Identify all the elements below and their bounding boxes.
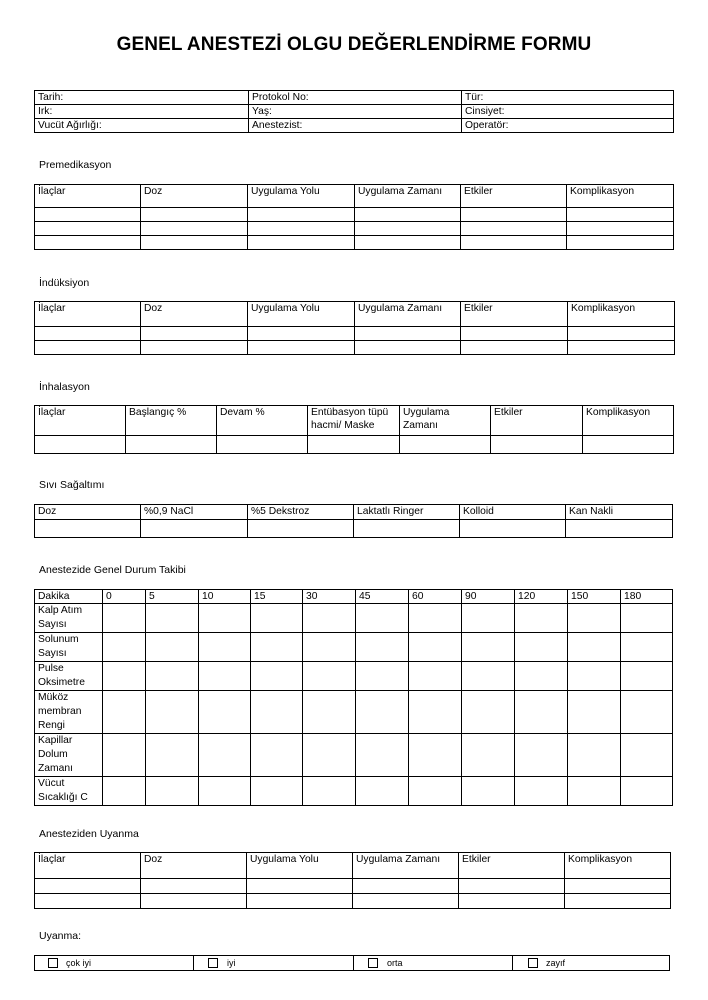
entry-cell[interactable] — [251, 691, 303, 734]
entry-cell[interactable] — [568, 777, 621, 806]
entry-cell[interactable] — [515, 734, 568, 777]
entry-cell[interactable] — [247, 894, 353, 909]
entry-cell[interactable] — [409, 633, 462, 662]
entry-cell[interactable] — [409, 691, 462, 734]
column-header: %5 Dekstroz — [248, 505, 354, 520]
entry-cell[interactable] — [199, 777, 251, 806]
table-row — [35, 604, 673, 633]
entry-cell[interactable] — [141, 208, 248, 222]
entry-cell[interactable] — [568, 662, 621, 691]
table-row — [35, 236, 674, 250]
entry-cell[interactable] — [303, 777, 356, 806]
entry-cell[interactable] — [141, 327, 248, 341]
entry-cell[interactable] — [353, 894, 459, 909]
checkbox[interactable] — [528, 958, 538, 968]
row-label: Müköz membran Rengi — [35, 691, 103, 734]
table-row — [35, 691, 673, 734]
entry-cell[interactable] — [217, 436, 308, 454]
entry-cell[interactable] — [141, 222, 248, 236]
checkbox[interactable] — [48, 958, 58, 968]
column-header: Doz — [141, 185, 248, 208]
entry-cell[interactable] — [35, 520, 141, 538]
column-header: Uygulama Zamanı — [355, 302, 461, 327]
entry-cell[interactable] — [355, 236, 461, 250]
entry-cell[interactable] — [199, 604, 251, 633]
entry-cell[interactable] — [35, 208, 141, 222]
entry-cell[interactable] — [251, 633, 303, 662]
entry-cell[interactable] — [356, 691, 409, 734]
column-header: İlaçlar — [35, 185, 141, 208]
entry-cell[interactable] — [409, 777, 462, 806]
entry-cell[interactable] — [355, 208, 461, 222]
minute-header: 120 — [515, 590, 568, 604]
column-header: Laktatlı Ringer — [354, 505, 460, 520]
entry-cell[interactable] — [251, 777, 303, 806]
column-header: Doz — [141, 853, 247, 879]
table-row — [35, 341, 675, 355]
option-label: orta — [387, 958, 403, 968]
row-label: Pulse Oksimetre — [35, 662, 103, 691]
section-title-durum: Anestezide Genel Durum Takibi — [39, 564, 186, 576]
entry-cell[interactable] — [461, 327, 568, 341]
column-header: %0,9 NaCl — [141, 505, 248, 520]
uyanma-option — [354, 956, 513, 970]
entry-cell[interactable] — [565, 894, 671, 909]
entry-cell[interactable] — [199, 734, 251, 777]
column-header: Komplikasyon — [567, 185, 674, 208]
entry-cell[interactable] — [409, 662, 462, 691]
entry-cell[interactable] — [141, 341, 248, 355]
column-header: Etkiler — [459, 853, 565, 879]
entry-cell[interactable] — [141, 520, 248, 538]
minute-header: 180 — [621, 590, 673, 604]
column-header: Etkiler — [491, 406, 583, 436]
entry-cell[interactable] — [35, 894, 141, 909]
entry-cell[interactable] — [303, 604, 356, 633]
option-label: iyi — [227, 958, 236, 968]
entry-cell[interactable] — [35, 236, 141, 250]
uyanma-options — [34, 955, 670, 971]
entry-cell[interactable] — [247, 879, 353, 894]
entry-cell[interactable] — [146, 777, 199, 806]
header-cell[interactable]: Operatör: — [462, 119, 674, 133]
entry-cell[interactable] — [621, 777, 673, 806]
entry-cell[interactable] — [515, 604, 568, 633]
entry-cell[interactable] — [248, 208, 355, 222]
entry-cell[interactable] — [35, 222, 141, 236]
entry-cell[interactable] — [462, 734, 515, 777]
section-title-uyanma: Uyanma: — [39, 930, 82, 942]
entry-cell[interactable] — [35, 327, 141, 341]
entry-cell[interactable] — [354, 520, 460, 538]
entry-cell[interactable] — [126, 436, 217, 454]
entry-cell[interactable] — [103, 734, 146, 777]
entry-cell[interactable] — [251, 604, 303, 633]
inhalasyon-table — [34, 405, 674, 454]
entry-cell[interactable] — [567, 222, 674, 236]
entry-cell[interactable] — [146, 662, 199, 691]
header-cell[interactable]: Irk: — [35, 105, 249, 119]
entry-cell[interactable] — [141, 879, 247, 894]
column-header: Devam % — [217, 406, 308, 436]
checkbox[interactable] — [208, 958, 218, 968]
entry-cell[interactable] — [141, 894, 247, 909]
table-row — [35, 327, 675, 341]
table-row — [35, 662, 673, 691]
minute-header: 30 — [303, 590, 356, 604]
entry-cell[interactable] — [356, 633, 409, 662]
entry-cell[interactable] — [566, 520, 673, 538]
table-row — [35, 894, 671, 909]
entry-cell[interactable] — [568, 734, 621, 777]
entry-cell[interactable] — [356, 777, 409, 806]
row-label: Kapillar Dolum Zamanı — [35, 734, 103, 777]
entry-cell[interactable] — [251, 734, 303, 777]
column-header: Uygulama Yolu — [248, 302, 355, 327]
entry-cell[interactable] — [146, 604, 199, 633]
entry-cell[interactable] — [621, 604, 673, 633]
entry-cell[interactable] — [303, 633, 356, 662]
entry-cell[interactable] — [462, 662, 515, 691]
minute-header: 15 — [251, 590, 303, 604]
column-header: Uygulama Zamanı — [355, 185, 461, 208]
entry-cell[interactable] — [491, 436, 583, 454]
table-row — [35, 208, 674, 222]
minute-header: 5 — [146, 590, 199, 604]
header-cell[interactable]: Yaş: — [249, 105, 462, 119]
uyanma-option — [513, 956, 669, 970]
entry-cell[interactable] — [568, 327, 675, 341]
premedikasyon-table — [34, 184, 674, 250]
section-title-inhalasyon: İnhalasyon — [39, 381, 90, 393]
checkbox[interactable] — [368, 958, 378, 968]
column-header: Komplikasyon — [565, 853, 671, 879]
entry-cell[interactable] — [459, 879, 565, 894]
column-header: Etkiler — [461, 185, 567, 208]
induksiyon-table — [34, 301, 675, 355]
column-header: Uygulama Zamanı — [400, 406, 491, 436]
entry-cell[interactable] — [103, 777, 146, 806]
entry-cell[interactable] — [515, 633, 568, 662]
entry-cell[interactable] — [248, 341, 355, 355]
entry-cell[interactable] — [515, 777, 568, 806]
entry-cell[interactable] — [356, 734, 409, 777]
entry-cell[interactable] — [568, 341, 675, 355]
entry-cell[interactable] — [356, 662, 409, 691]
header-cell[interactable]: Protokol No: — [249, 91, 462, 105]
option-label: zayıf — [546, 958, 566, 968]
column-header: İlaçlar — [35, 853, 141, 879]
entry-cell[interactable] — [567, 208, 674, 222]
entry-cell[interactable] — [303, 662, 356, 691]
column-header: Başlangıç % — [126, 406, 217, 436]
entry-cell[interactable] — [568, 604, 621, 633]
entry-cell[interactable] — [583, 436, 674, 454]
entry-cell[interactable] — [565, 879, 671, 894]
column-header: Komplikasyon — [583, 406, 674, 436]
entry-cell[interactable] — [103, 662, 146, 691]
table-row — [35, 734, 673, 777]
entry-cell[interactable] — [248, 327, 355, 341]
entry-cell[interactable] — [355, 327, 461, 341]
row-label: Solunum Sayısı — [35, 633, 103, 662]
column-header: Komplikasyon — [568, 302, 675, 327]
entry-cell[interactable] — [353, 879, 459, 894]
row-label: Vücut Sıcaklığı C — [35, 777, 103, 806]
entry-cell[interactable] — [409, 734, 462, 777]
entry-cell[interactable] — [199, 662, 251, 691]
sivi-table — [34, 504, 673, 538]
entry-cell[interactable] — [621, 633, 673, 662]
entry-cell[interactable] — [308, 436, 400, 454]
entry-cell[interactable] — [248, 222, 355, 236]
column-header: Kan Nakli — [566, 505, 673, 520]
table-row — [35, 633, 673, 662]
entry-cell[interactable] — [462, 604, 515, 633]
entry-cell[interactable] — [460, 520, 566, 538]
entry-cell[interactable] — [303, 691, 356, 734]
entry-cell[interactable] — [251, 662, 303, 691]
entry-cell[interactable] — [568, 633, 621, 662]
entry-cell[interactable] — [409, 604, 462, 633]
entry-cell[interactable] — [356, 604, 409, 633]
minute-header: 150 — [568, 590, 621, 604]
durum-table — [34, 589, 673, 806]
entry-cell[interactable] — [400, 436, 491, 454]
table-row — [35, 520, 673, 538]
entry-cell[interactable] — [146, 633, 199, 662]
entry-cell[interactable] — [35, 436, 126, 454]
header-cell[interactable]: Tarih: — [35, 91, 249, 105]
table-row — [35, 436, 674, 454]
uyanma-option — [194, 956, 354, 970]
entry-cell[interactable] — [621, 662, 673, 691]
column-header: Etkiler — [461, 302, 568, 327]
entry-cell[interactable] — [355, 222, 461, 236]
column-header: Doz — [141, 302, 248, 327]
column-header: Uygulama Zamanı — [353, 853, 459, 879]
entry-cell[interactable] — [355, 341, 461, 355]
minute-header: 45 — [356, 590, 409, 604]
header-cell[interactable]: Anestezist: — [249, 119, 462, 133]
entry-cell[interactable] — [461, 341, 568, 355]
header-cell[interactable]: Tür: — [462, 91, 674, 105]
entry-cell[interactable] — [568, 691, 621, 734]
minute-header: 60 — [409, 590, 462, 604]
table-row — [35, 879, 671, 894]
entry-cell[interactable] — [141, 236, 248, 250]
entry-cell[interactable] — [35, 341, 141, 355]
entry-cell[interactable] — [199, 691, 251, 734]
entry-cell[interactable] — [567, 236, 674, 250]
entry-cell[interactable] — [146, 734, 199, 777]
entry-cell[interactable] — [515, 691, 568, 734]
entry-cell[interactable] — [103, 604, 146, 633]
header-info-table — [34, 90, 674, 133]
entry-cell[interactable] — [303, 734, 356, 777]
entry-cell[interactable] — [621, 734, 673, 777]
entry-cell[interactable] — [459, 894, 565, 909]
section-title-uyanma-table: Anesteziden Uyanma — [39, 828, 139, 840]
minute-header: 0 — [103, 590, 146, 604]
entry-cell[interactable] — [462, 691, 515, 734]
header-cell[interactable]: Vucüt Ağırlığı: — [35, 119, 249, 133]
column-header: Dakika — [35, 590, 103, 604]
form-title: GENEL ANESTEZİ OLGU DEĞERLENDİRME FORMU — [116, 34, 592, 55]
column-header: Uygulama Yolu — [248, 185, 355, 208]
column-header: İlaçlar — [35, 406, 126, 436]
uyanma-table — [34, 852, 671, 909]
column-header: Entübasyon tüpü hacmi/ Maske — [308, 406, 400, 436]
entry-cell[interactable] — [621, 691, 673, 734]
entry-cell[interactable] — [103, 633, 146, 662]
column-header: İlaçlar — [35, 302, 141, 327]
section-title-premedikasyon: Premedikasyon — [39, 159, 112, 171]
row-label: Kalp Atım Sayısı — [35, 604, 103, 633]
table-row — [35, 777, 673, 806]
entry-cell[interactable] — [35, 879, 141, 894]
header-cell[interactable]: Cinsiyet: — [462, 105, 674, 119]
entry-cell[interactable] — [515, 662, 568, 691]
column-header: Kolloid — [460, 505, 566, 520]
uyanma-option — [35, 956, 194, 970]
entry-cell[interactable] — [248, 236, 355, 250]
entry-cell[interactable] — [462, 777, 515, 806]
entry-cell[interactable] — [146, 691, 199, 734]
entry-cell[interactable] — [248, 520, 354, 538]
section-title-induksiyon: İndüksiyon — [39, 277, 90, 289]
minute-header: 90 — [462, 590, 515, 604]
entry-cell[interactable] — [103, 691, 146, 734]
entry-cell[interactable] — [199, 633, 251, 662]
entry-cell[interactable] — [461, 222, 567, 236]
entry-cell[interactable] — [462, 633, 515, 662]
column-header: Uygulama Yolu — [247, 853, 353, 879]
option-label: çok iyi — [66, 958, 92, 968]
minute-header: 10 — [199, 590, 251, 604]
section-title-sivi: Sıvı Sağaltımı — [39, 479, 105, 491]
table-row — [35, 222, 674, 236]
entry-cell[interactable] — [461, 208, 567, 222]
entry-cell[interactable] — [461, 236, 567, 250]
column-header: Doz — [35, 505, 141, 520]
